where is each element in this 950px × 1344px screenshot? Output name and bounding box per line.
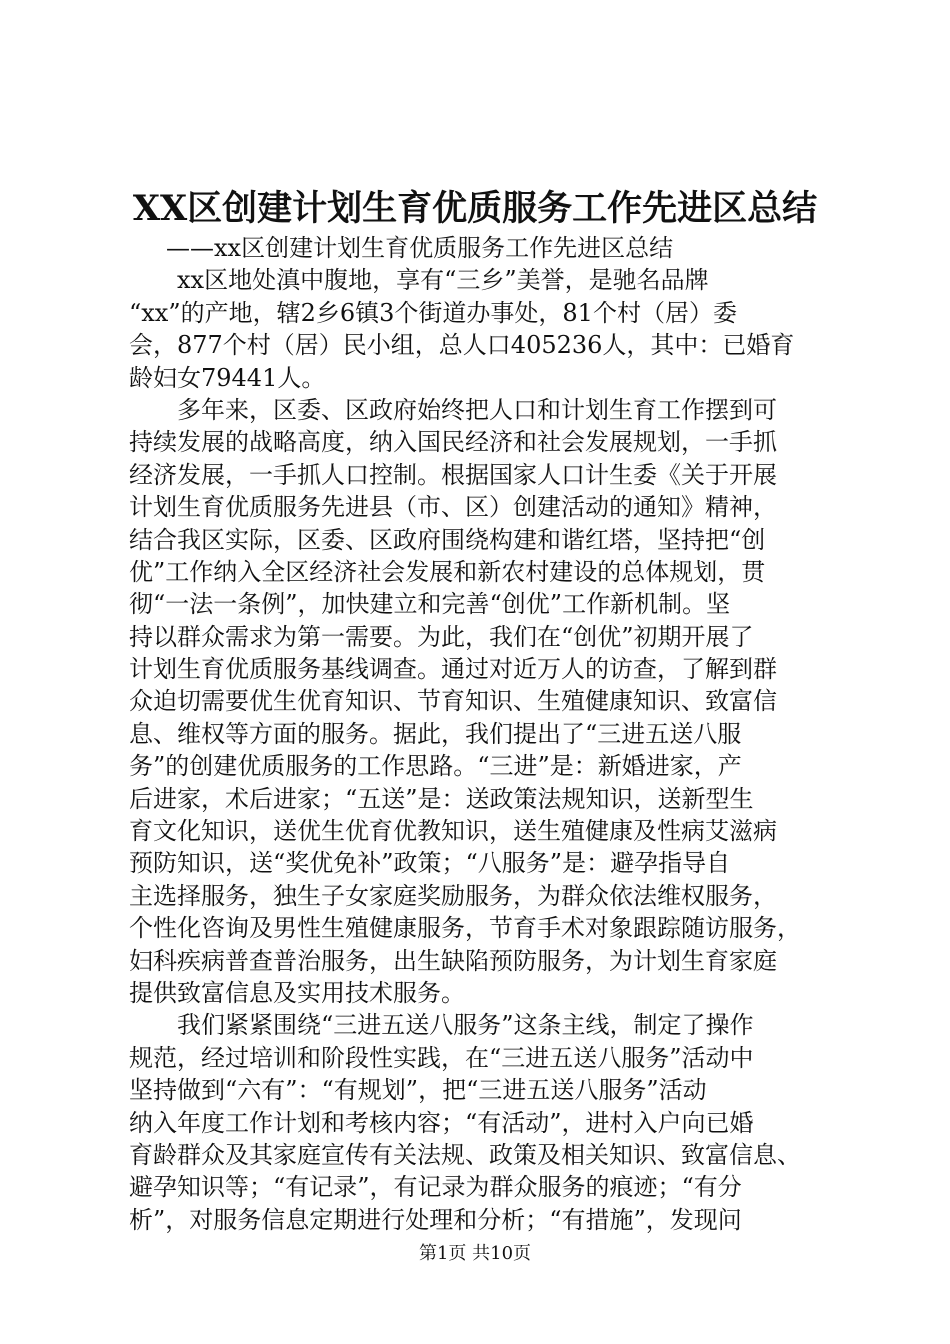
paragraph-1-line-3: 会，877个村（居）民小组，总人口405236人，其中：已婚育	[129, 331, 795, 360]
paragraph-3-line-6: 避孕知识等；“有记录”，有记录为群众服务的痕迹；“有分	[129, 1173, 742, 1202]
paragraph-2-line-19: 提供致富信息及实用技术服务。	[129, 978, 465, 1007]
document-body	[129, 232, 833, 1236]
paragraph-2-line-9: 计划生育优质服务基线调查。通过对近万人的访查，了解到群	[129, 655, 777, 684]
paragraph-2-line-11: 息、维权等方面的服务。据此，我们提出了“三进五送八服	[129, 719, 742, 748]
paragraph-2-line-7: 彻“一法一条例”，加快建立和完善“创优”工作新机制。坚	[129, 590, 731, 619]
paragraph-3-line-7: 析”，对服务信息定期进行处理和分析；“有措施”，发现问	[129, 1205, 742, 1234]
paragraph-1-line-2: “xx”的产地，辖2乡6镇3个街道办事处，81个村（居）委	[129, 298, 737, 327]
paragraph-2-line-8: 持以群众需求为第一需要。为此，我们在“创优”初期开展了	[129, 622, 754, 651]
paragraph-1-line-1: xx区地处滇中腹地，享有“三乡”美誉，是驰名品牌	[177, 266, 709, 295]
paragraph-2-line-4: 计划生育优质服务先进县（市、区）创建活动的通知》精神，	[129, 493, 777, 522]
page-footer: 第1页 共10页	[418, 1243, 532, 1264]
paragraph-1-line-4: 龄妇女79441人。	[129, 363, 326, 392]
paragraph-2-line-12: 务”的创建优质服务的工作思路。“三进”是：新婚进家，产	[129, 752, 742, 781]
paragraph-2-line-3: 经济发展，一手抓人口控制。根据国家人口计生委《关于开展	[129, 460, 777, 489]
paragraph-2-line-2: 持续发展的战略高度，纳入国民经济和社会发展规划，一手抓	[129, 428, 777, 457]
paragraph-2-line-13: 后进家，术后进家；“五送”是：送政策法规知识，送新型生	[129, 784, 754, 813]
paragraph-2-line-10: 众迫切需要优生优育知识、节育知识、生殖健康知识、致富信	[129, 687, 777, 716]
paragraph-3-line-3: 坚持做到“六有”：“有规划”，把“三进五送八服务”活动	[129, 1076, 707, 1105]
paragraph-2-line-18: 妇科疾病普查普治服务，出生缺陷预防服务，为计划生育家庭	[129, 946, 777, 975]
paragraph-2-line-14: 育文化知识，送优生优育优教知识，送生殖健康及性病艾滋病	[129, 817, 777, 846]
paragraph-2-line-15: 预防知识，送“奖优免补”政策；“八服务”是：避孕指导自	[129, 849, 731, 878]
paragraph-2-line-16: 主选择服务，独生子女家庭奖励服务，为群众依法维权服务，	[129, 881, 777, 910]
document-subtitle: ——xx区创建计划生育优质服务工作先进区总结	[166, 234, 674, 262]
paragraph-2-line-17: 个性化咨询及男性生殖健康服务，节育手术对象跟踪随访服务，	[129, 914, 801, 943]
paragraph-2-line-6: 优”工作纳入全区经济社会发展和新农村建设的总体规划，贯	[129, 557, 766, 586]
paragraph-2-line-1: 多年来，区委、区政府始终把人口和计划生育工作摆到可	[177, 395, 777, 424]
paragraph-3-line-2: 规范，经过培训和阶段性实践，在“三进五送八服务”活动中	[129, 1043, 754, 1072]
paragraph-3-line-5: 育龄群众及其家庭宣传有关法规、政策及相关知识、致富信息、	[129, 1140, 801, 1169]
paragraph-2-line-5: 结合我区实际，区委、区政府围绕构建和谐红塔，坚持把“创	[129, 525, 766, 554]
document-title: XX区创建计划生育优质服务工作先进区总结	[132, 188, 818, 229]
paragraph-3-line-1: 我们紧紧围绕“三进五送八服务”这条主线，制定了操作	[177, 1011, 754, 1040]
paragraph-3-line-4: 纳入年度工作计划和考核内容；“有活动”，进村入户向已婚	[129, 1108, 754, 1137]
